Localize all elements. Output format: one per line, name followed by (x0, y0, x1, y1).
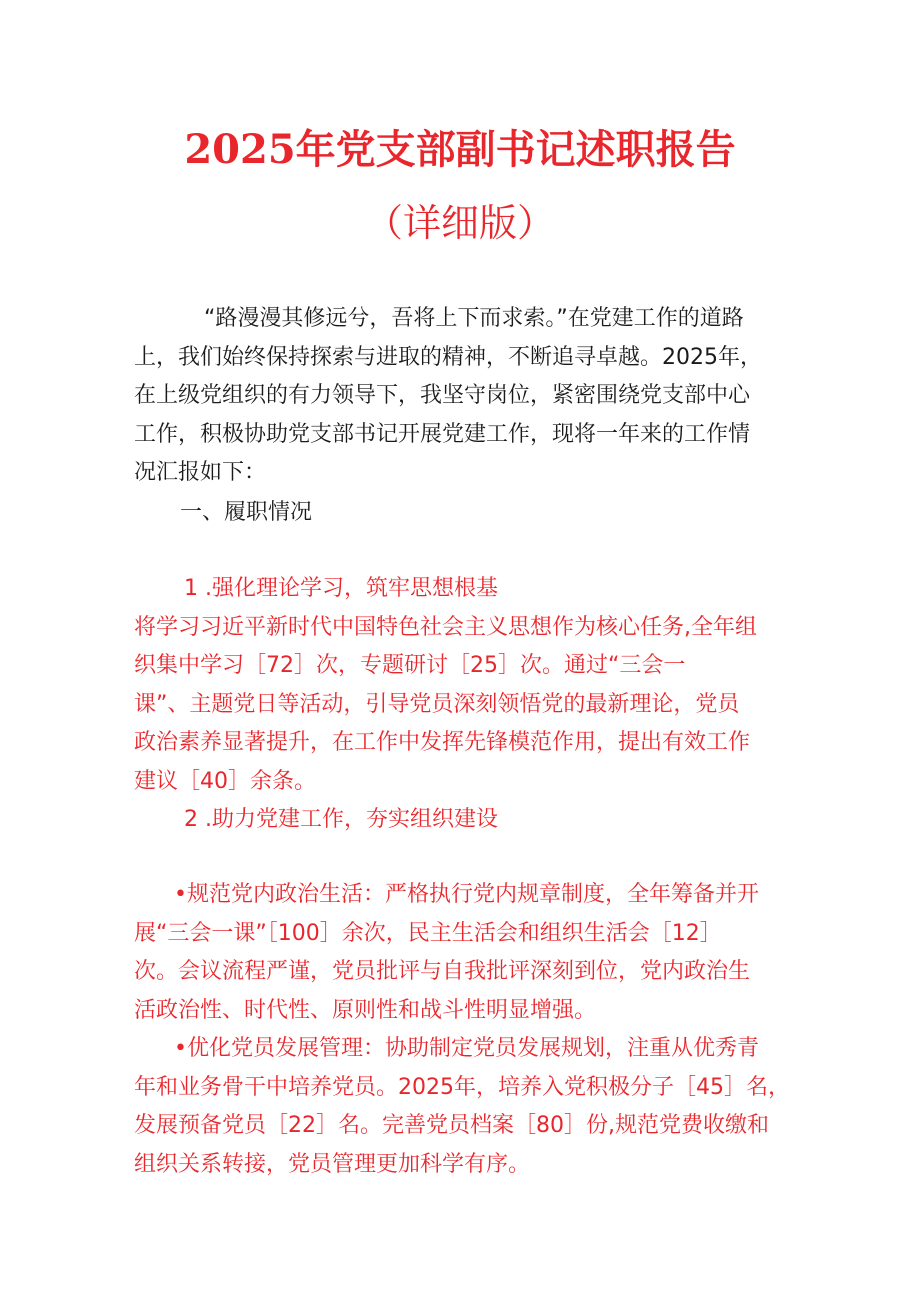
item1-line: 课”、主题党日等活动，引导党员深刻领悟党的最新理论，党员 (134, 691, 740, 717)
intro-line: 在上级党组织的有力领导下，我坚守岗位，紧密围绕党支部中心 (134, 383, 751, 408)
bullet1-line: 次。会议流程严谨，党员批评与自我批评深刻到位，党内政治生 (134, 959, 751, 984)
document-title: 2025年党支部副书记述职报告 (184, 126, 736, 173)
item1-line: 政治素养显著提升，在工作中发挥先锋模范作用，提出有效工作 (134, 730, 751, 755)
bullet1-line: 活政治性、时代性、原则性和战斗性明显增强。 (134, 997, 597, 1023)
document-subtitle: （详细版） (364, 201, 555, 245)
bullet1-line: •规范党内政治生活：严格执行党内规章制度，全年筹备并开 (174, 882, 759, 907)
section-heading (134, 494, 794, 533)
item1-block (134, 570, 794, 840)
intro-line: “路漫漫其修远兮，吾将上下而求索。”在党建工作的道路 (204, 306, 744, 331)
section-heading-text: 一、履职情况 (180, 500, 313, 525)
bullet2-block (134, 1030, 794, 1184)
item1-line: 建议［40］余条。 (134, 768, 316, 794)
item1-line: 织集中学习［72］次，专题研讨［25］次。通过“三会一 (134, 653, 686, 678)
item2-heading: 2 .助力党建工作，夯实组织建设 (184, 807, 498, 832)
intro-line: 上，我们始终保持探索与进取的精神，不断追寻卓越。2025年， (134, 344, 762, 370)
bullet2-line: 组织关系转接，党员管理更加科学有序。 (134, 1151, 531, 1177)
intro-line: 工作，积极协助党支部书记开展党建工作，现将一年来的工作情 (134, 421, 751, 447)
intro-line: 况汇报如下： (134, 460, 267, 485)
bullet2-line: 年和业务骨干中培养党员。2025年，培养入党积极分子［45］名， (134, 1074, 790, 1100)
bullet1-line: 展“三会一课”［100］余次，民主生活会和组织生活会［12］ (134, 920, 722, 946)
item1-line: 将学习习近平新时代中国特色社会主义思想作为核心任务,全年组 (134, 614, 757, 640)
item1-heading: 1 .强化理论学习，筑牢思想根基 (184, 576, 498, 601)
bullet1-block (134, 876, 794, 1030)
bullet2-line: 发展预备党员［22］名。完善党员档案［80］份,规范党费收缴和 (134, 1113, 769, 1138)
bullet2-line: •优化党员发展管理：协助制定党员发展规划，注重从优秀青 (174, 1036, 759, 1061)
intro-paragraph (134, 300, 794, 493)
